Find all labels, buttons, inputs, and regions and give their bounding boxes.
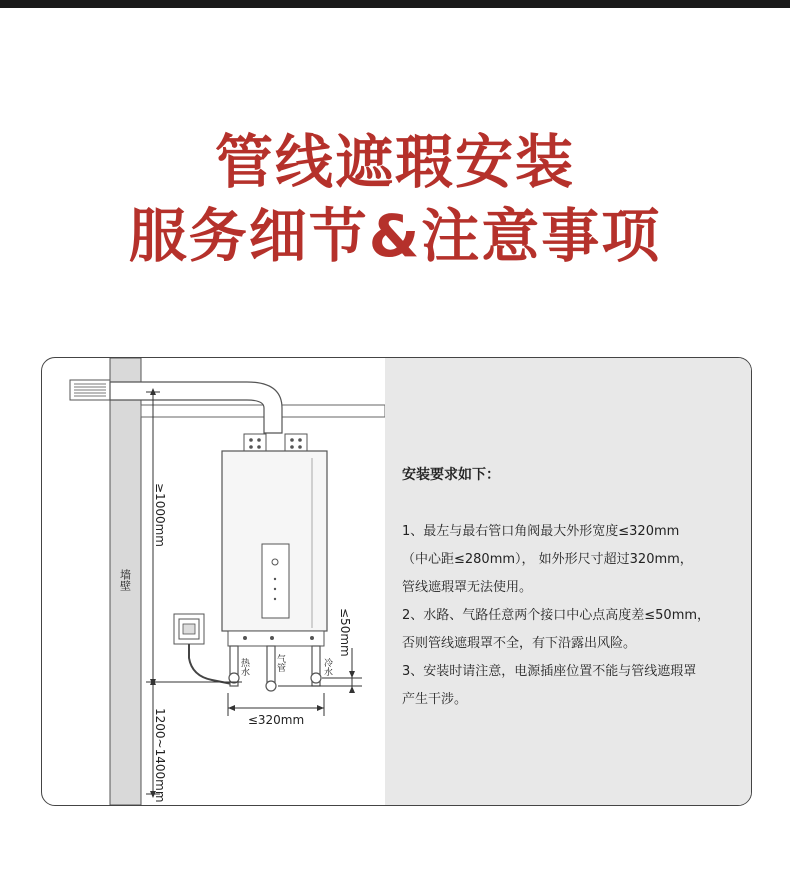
requirements-title: 安装要求如下：: [402, 467, 500, 483]
wall-label: 墙壁: [118, 569, 132, 591]
installation-diagram: [42, 358, 385, 805]
page-title-line1: 管线遮瑕安装: [214, 128, 575, 196]
dimension-label-bottom: 1200~1400mm: [153, 708, 167, 803]
dimension-label-top: ≥1000mm: [153, 483, 167, 547]
requirement-line: 3、安装时请注意，电源插座位置不能与管线遮瑕罩: [402, 664, 697, 679]
control-panel: [262, 544, 289, 618]
page-title-line2: 服务细节&注意事项: [128, 202, 662, 270]
bracket-right: [285, 434, 307, 452]
top-bar: [0, 0, 790, 8]
requirement-line: 2、水路、气路任意两个接口中心点高度差≤50mm，: [402, 608, 711, 623]
requirement-line: 产生干涉。: [402, 692, 468, 707]
bracket-left: [244, 434, 266, 452]
dimension-label-width: ≤320mm: [247, 713, 305, 727]
requirement-line: （中心距≤280mm）， 如外形尺寸超过320mm，: [402, 552, 693, 567]
pipe-label-gas: 气管: [275, 654, 285, 672]
requirement-line: 管线遮瑕罩无法使用。: [402, 580, 533, 595]
requirement-line: 1、最左与最右管口角阀最大外形宽度≤320mm: [402, 524, 680, 539]
power-cable: [189, 644, 232, 684]
connection-plate: [228, 631, 324, 646]
dimension-label-height-diff: ≤50mm: [338, 608, 352, 657]
requirement-line: 否则管线遮瑕罩不全，有下沿露出风险。: [402, 636, 637, 651]
installation-panel: [41, 357, 752, 806]
pipe-label-cold: 冷水: [322, 658, 332, 676]
pipe-label-hot: 热水: [239, 658, 249, 676]
top-pipe-channel: [141, 405, 385, 417]
